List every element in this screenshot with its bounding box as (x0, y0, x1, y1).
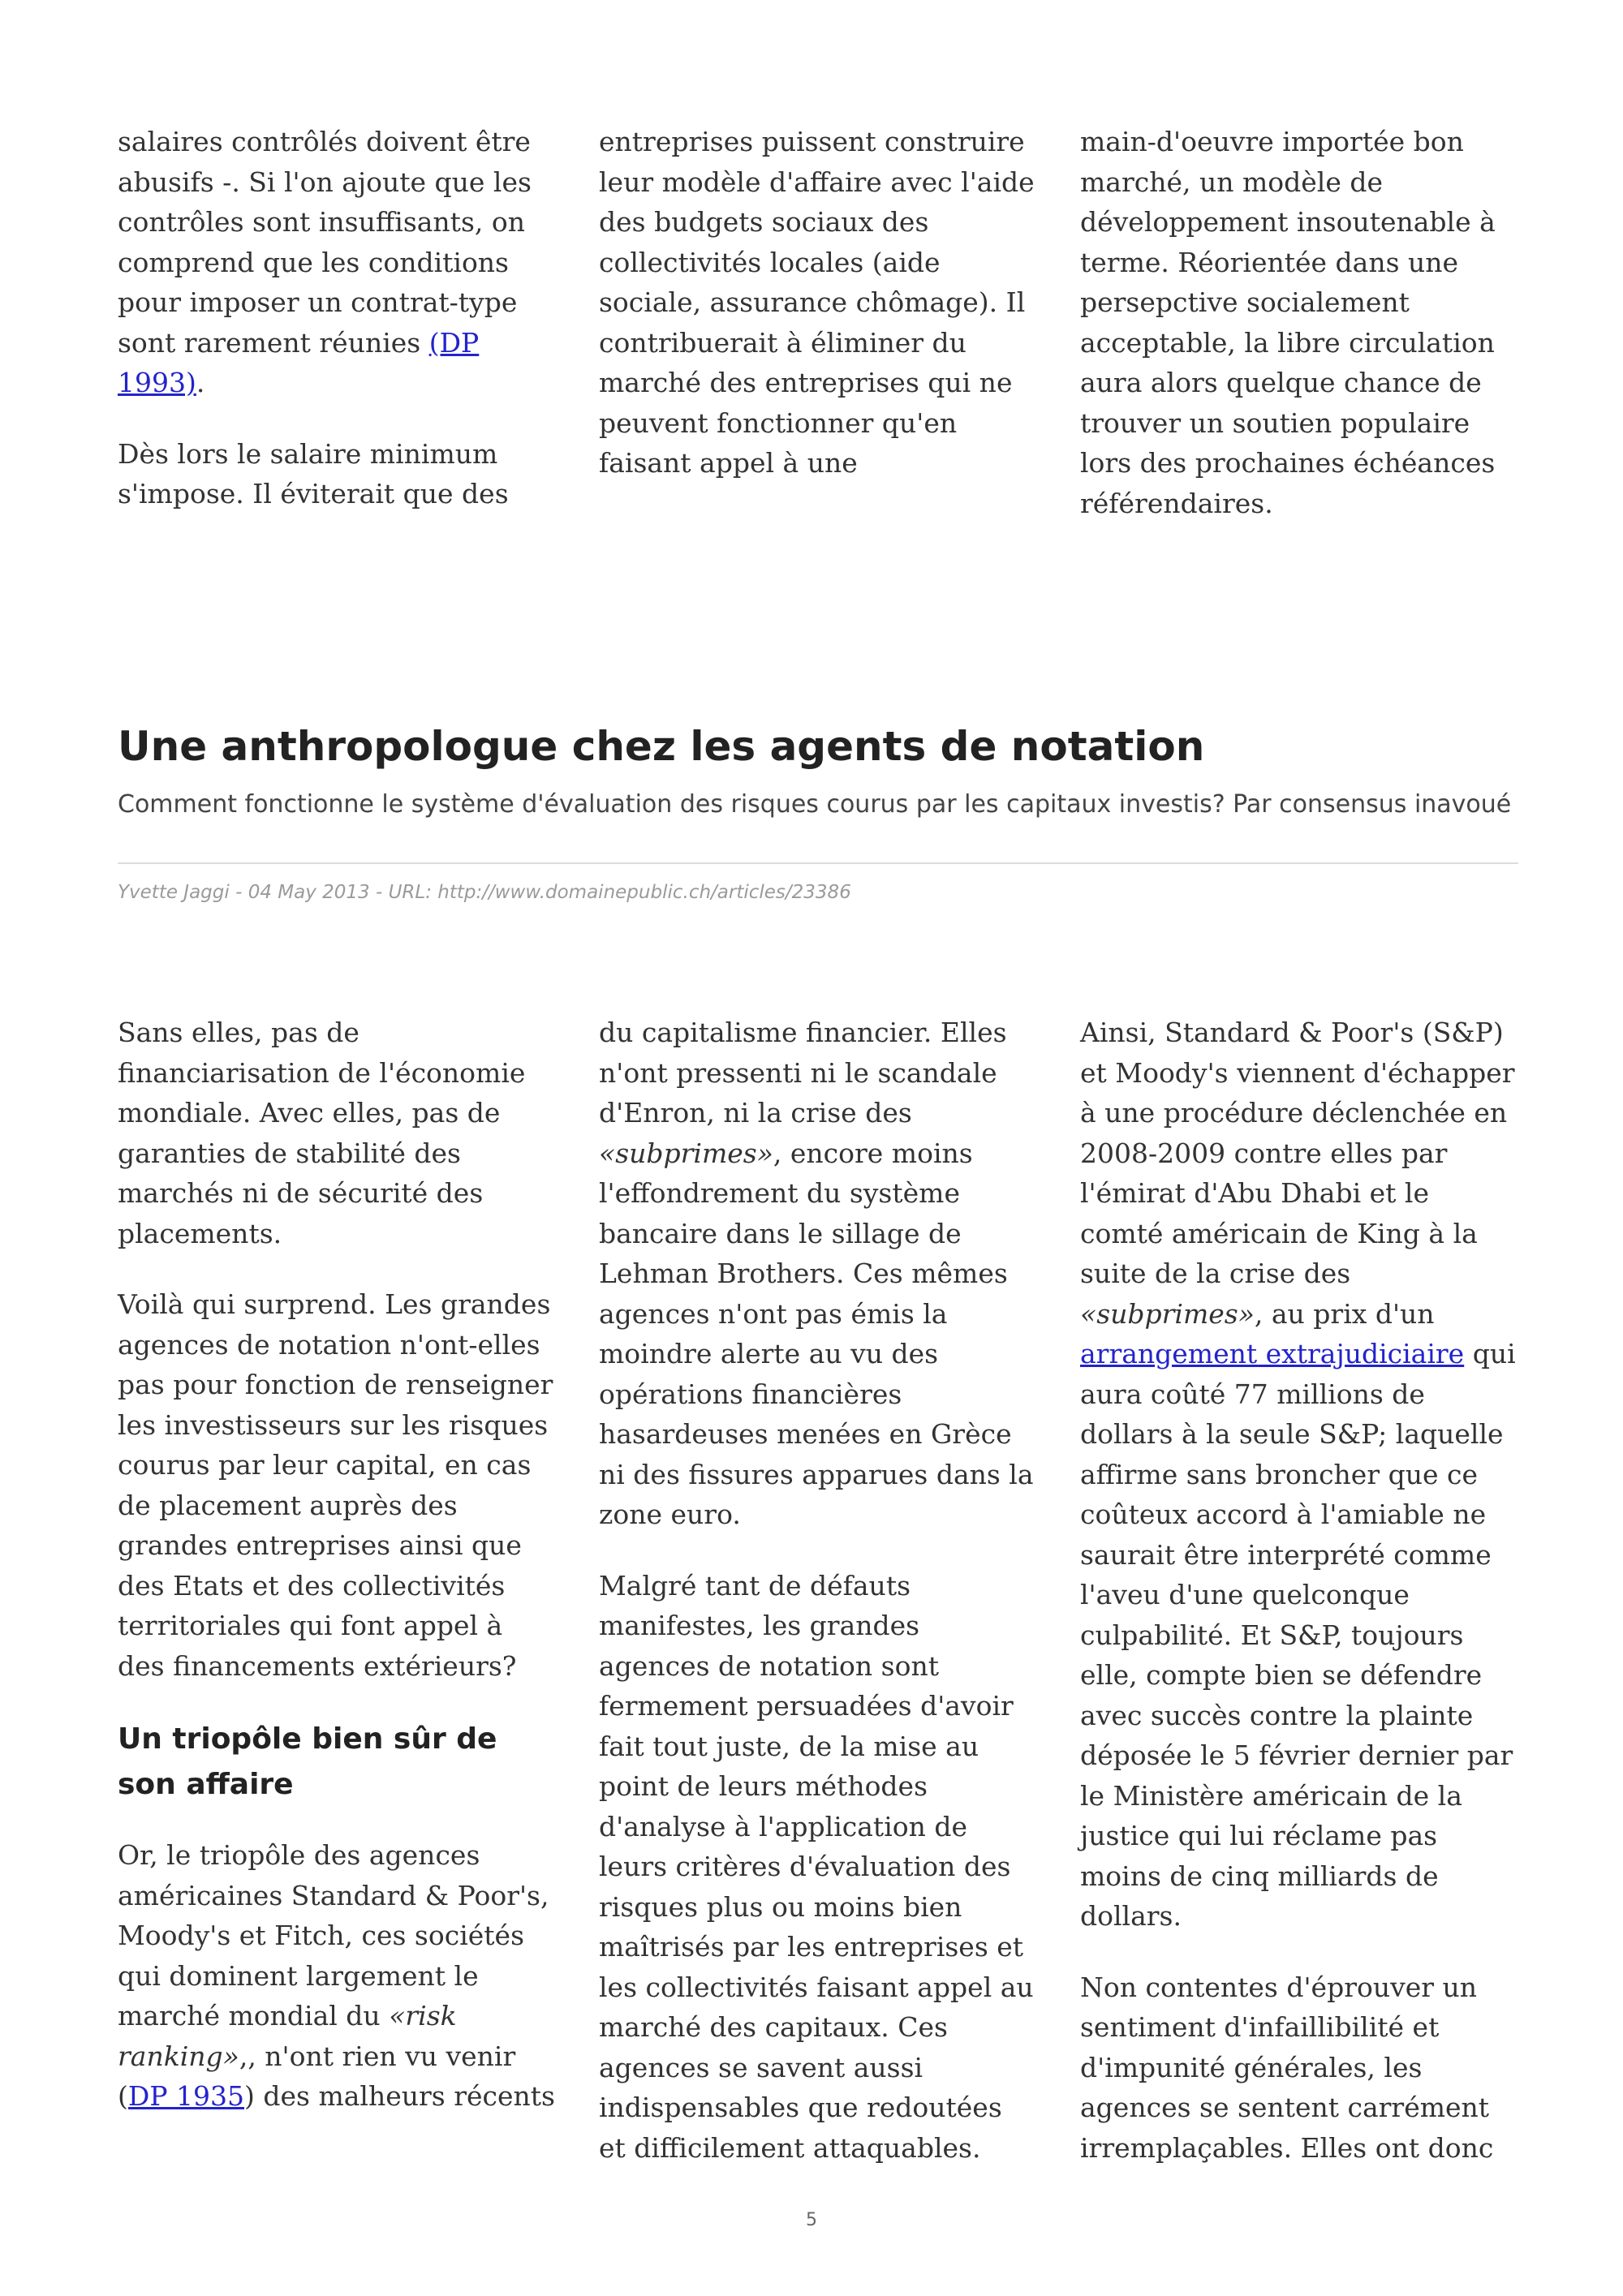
paragraph (118, 1835, 556, 2117)
previous-article-columns (118, 122, 1518, 554)
paragraph-text: qui aura coûté 77 millions de dollars à la seule S&P; laquelle affirme sans broncher que ce coûteux accord à l'amiable ne saurait être interprété comme l'aveu d'une quelconque culpabilité. Et S&P, toujours elle, compte bien se défendre avec succès contre la plainte déposée le 5 février dernier par le Ministère américain de la justice qui lui réclame pas moins de cinq milliards de dollars. (1080, 1338, 1516, 1932)
paragraph: Dès lors le salaire minimum s'impose. Il éviterait que des (118, 437, 509, 510)
column-1 (118, 122, 556, 554)
paragraph: entreprises puissent construire leur modèle d'affaire avec l'aide des budgets sociaux des collectivités locales (aide sociale, assurance chômage). Il contribuerait à éliminer du marché des entreprises qui ne peuvent fonctionner qu'en faisant appel à une (599, 126, 1035, 479)
section-heading: Un triopôle bien sûr de son affaire (118, 1722, 497, 1801)
paragraph: Non contentes d'éprouver un sentiment d'infaillibilité et d'impunité générales, les agences se sentent carrément irremplaçables. Elles ont donc (1080, 1971, 1494, 2164)
page-number: 5 (806, 2210, 817, 2230)
paragraph-text: . (196, 367, 205, 398)
article-title: Une anthropologue chez les agents de notation (118, 723, 1205, 770)
dp-1935-link[interactable]: DP 1935 (127, 2080, 245, 2112)
arrangement-extrajudiciaire-link[interactable]: arrangement extrajudiciaire (1080, 1338, 1465, 1369)
column-2 (599, 1013, 1037, 2199)
dp-1993-link[interactable]: (DP 1993) (118, 326, 480, 398)
paragraph-text: , au prix d'un (1254, 1297, 1435, 1330)
paragraph (118, 122, 556, 403)
paragraph-text: , encore moins l'effondrement du système bancaire dans le sillage de Lehman Brothers. Ces mêmes agences n'ont pas émis la moindre alerte au vu des opérations financières hasardeuses menées en Grèce ni des fissures apparues dans la zone euro. (599, 1137, 1034, 1530)
paragraph (599, 1013, 1037, 1535)
article-meta: Yvette Jaggi - 04 May 2013 - URL: http://www.domainepublic.ch/articles/23386 (118, 882, 851, 903)
paragraph: Malgré tant de défauts manifestes, les grandes agences de notation sont fermement persuadées d'avoir fait tout juste, de la mise au point de leurs méthodes d'analyse à l'application de leurs critères d'évaluation des risques plus ou moins bien maîtrisés par les entreprises et les collectivités faisant appel au marché des capitaux. Ces agences se savent aussi indispensables que redoutées et difficilement attaquables. (599, 1569, 1034, 2164)
column-2 (599, 122, 1037, 554)
paragraph-text: Ainsi, Standard & Poor's (S&P) et Moody's viennent d'échapper à une procédure déclenchée en 2008-2009 contre elles par l'émirat d'Abu Dhabi et le comté américain de King à la suite de la crise des (1080, 1017, 1515, 1289)
italic-term: «subprimes» (1080, 1297, 1255, 1330)
paragraph-text: ,, n'ont rien vu venir ( (118, 2040, 516, 2112)
italic-term: «subprimes» (599, 1137, 773, 1169)
paragraph-text: ) des malheurs récents (244, 2080, 555, 2112)
italic-term: «risk ranking» (118, 2000, 457, 2072)
column-1 (118, 1013, 556, 2199)
paragraph-text: du capitalisme financier. Elles n'ont pressenti ni le scandale d'Enron, ni la crise des (599, 1017, 1007, 1129)
article-body-columns (118, 1013, 1518, 2199)
paragraph-text: salaires contrôlés doivent être abusifs -. Si l'on ajoute que les contrôles sont insuffisants, on comprend que les conditions pour imposer un contrat-type sont rarement réunies (118, 126, 532, 359)
paragraph-text: Or, le triopôle des agences américaines Standard & Poor's, Moody's et Fitch, ces sociétés qui dominent largement le marché mondial du (118, 1839, 549, 2032)
paragraph: Sans elles, pas de financiarisation de l'économie mondiale. Avec elles, pas de garanties de stabilité des marchés ni de sécurité des placements. (118, 1017, 526, 1249)
header-divider (118, 862, 1518, 864)
article-subtitle: Comment fonctionne le système d'évaluation des risques courus par les capitaux investis? Par consensus inavoué (118, 790, 1512, 819)
paragraph: main-d'oeuvre importée bon marché, un modèle de développement insoutenable à terme. Réorientée dans une persepctive socialement acceptable, la libre circulation aura alors quelque chance de trouver un soutien populaire lors des prochaines échéances référendaires. (1080, 126, 1496, 519)
column-3 (1080, 1013, 1518, 2199)
paragraph: Voilà qui surprend. Les grandes agences de notation n'ont-elles pas pour fonction de renseigner les investisseurs sur les risques courus par leur capital, en cas de placement auprès des grandes entreprises ainsi que des Etats et des collectivités territoriales qui font appel à des financements extérieurs? (118, 1288, 553, 1682)
column-3 (1080, 122, 1518, 554)
article-header (118, 720, 1518, 903)
paragraph (1080, 1013, 1518, 1937)
